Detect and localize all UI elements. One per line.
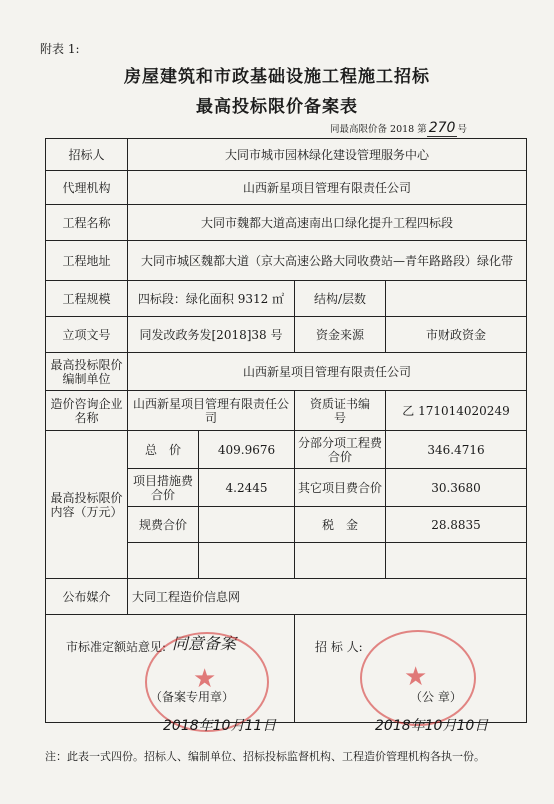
other-cost-value: 30.3680 bbox=[386, 469, 527, 507]
approval-handwriting: 同意备案 bbox=[172, 634, 237, 653]
cert-label: 资质证书编 号 bbox=[295, 391, 386, 431]
filing-suffix: 号 bbox=[457, 124, 467, 135]
structure-label: 结构/层数 bbox=[295, 281, 386, 317]
tenderer-value: 大同市城市园林绿化建设管理服务中心 bbox=[128, 139, 527, 171]
tenderer-official-seal bbox=[360, 630, 476, 726]
measure-cost-value: 4.2445 bbox=[199, 469, 295, 507]
project-address-value: 大同市城区魏都大道（京大高速公路大同收费站—青年路路段）绿化带 bbox=[128, 241, 527, 281]
standards-station-label: 市标准定额站意见: bbox=[66, 640, 167, 654]
filing-number: 270 bbox=[428, 120, 456, 136]
table-row bbox=[46, 391, 527, 431]
price-blank-cell bbox=[295, 543, 386, 579]
tenderer-label: 招标人 bbox=[46, 139, 128, 171]
price-blank-cell bbox=[199, 543, 295, 579]
project-name-label: 工程名称 bbox=[46, 205, 128, 241]
right-handwritten-date: 2018年10月10日 bbox=[375, 718, 489, 734]
attachment-label: 附表 1: bbox=[40, 42, 80, 56]
approval-value: 同发改政务发[2018]38 号 bbox=[128, 317, 295, 353]
other-cost-label: 其它项目费合价 bbox=[295, 469, 386, 507]
regulatory-fee-value bbox=[199, 507, 295, 543]
consult-value: 山西新星项目管理有限责任公司 bbox=[128, 391, 295, 431]
table-row bbox=[46, 431, 527, 469]
compiler-value: 山西新星项目管理有限责任公司 bbox=[128, 353, 527, 391]
funding-label: 资金来源 bbox=[295, 317, 386, 353]
tenderer-seal-caption: （公 章） bbox=[410, 690, 462, 704]
tenderer-sign-label: 招 标 人: bbox=[315, 640, 363, 654]
tax-label: 税 金 bbox=[295, 507, 386, 543]
left-handwritten-date: 2018年10月11日 bbox=[163, 718, 277, 734]
media-label: 公布媒介 bbox=[46, 579, 128, 615]
approval-label: 立项文号 bbox=[46, 317, 128, 353]
price-section-label: 最高投标限价内容（万元） bbox=[46, 431, 128, 579]
table-row bbox=[46, 241, 527, 281]
table-row bbox=[46, 579, 527, 615]
agency-label: 代理机构 bbox=[46, 171, 128, 205]
regulatory-fee-label: 规费合价 bbox=[128, 507, 199, 543]
cert-value: 乙 171014020249 bbox=[386, 391, 527, 431]
compiler-label: 最高投标限价编制单位 bbox=[46, 353, 128, 391]
tax-value: 28.8835 bbox=[386, 507, 527, 543]
total-price-value: 409.9676 bbox=[199, 431, 295, 469]
structure-value bbox=[386, 281, 527, 317]
seal-star-icon: ★ bbox=[193, 664, 217, 694]
form-title-line1: 房屋建筑和市政基础设施工程施工招标 bbox=[124, 67, 430, 87]
subitem-cost-value: 346.4716 bbox=[386, 431, 527, 469]
form-title-line2: 最高投标限价备案表 bbox=[196, 97, 358, 117]
subitem-cost-label: 分部分项工程费合价 bbox=[295, 431, 386, 469]
table-row bbox=[46, 281, 527, 317]
measure-cost-label: 项目措施费合价 bbox=[128, 469, 199, 507]
funding-value: 市财政资金 bbox=[386, 317, 527, 353]
table-row bbox=[46, 139, 527, 171]
project-scale-label: 工程规模 bbox=[46, 281, 128, 317]
filing-seal-caption: （备案专用章） bbox=[150, 690, 235, 704]
filing-number-line bbox=[330, 120, 467, 136]
table-row bbox=[46, 205, 527, 241]
consult-label: 造价咨询企业名称 bbox=[46, 391, 128, 431]
table-row bbox=[46, 353, 527, 391]
filing-form-table bbox=[45, 138, 527, 723]
footnote: 注：此表一式四份。招标人、编制单位、招标投标监督机构、工程造价管理机构各执一份。 bbox=[45, 750, 485, 763]
table-row bbox=[46, 171, 527, 205]
table-row bbox=[46, 317, 527, 353]
project-scale-value: 四标段：绿化面积 9312 ㎡ bbox=[128, 281, 295, 317]
price-blank-cell bbox=[386, 543, 527, 579]
agency-value: 山西新星项目管理有限责任公司 bbox=[128, 171, 527, 205]
filing-prefix: 同最高限价备 2018 第 bbox=[330, 124, 427, 135]
project-address-label: 工程地址 bbox=[46, 241, 128, 281]
project-name-value: 大同市魏都大道高速南出口绿化提升工程四标段 bbox=[128, 205, 527, 241]
seal-star-icon: ★ bbox=[404, 662, 428, 692]
price-blank-cell bbox=[128, 543, 199, 579]
total-price-label: 总 价 bbox=[128, 431, 199, 469]
media-value: 大同工程造价信息网 bbox=[128, 579, 527, 615]
